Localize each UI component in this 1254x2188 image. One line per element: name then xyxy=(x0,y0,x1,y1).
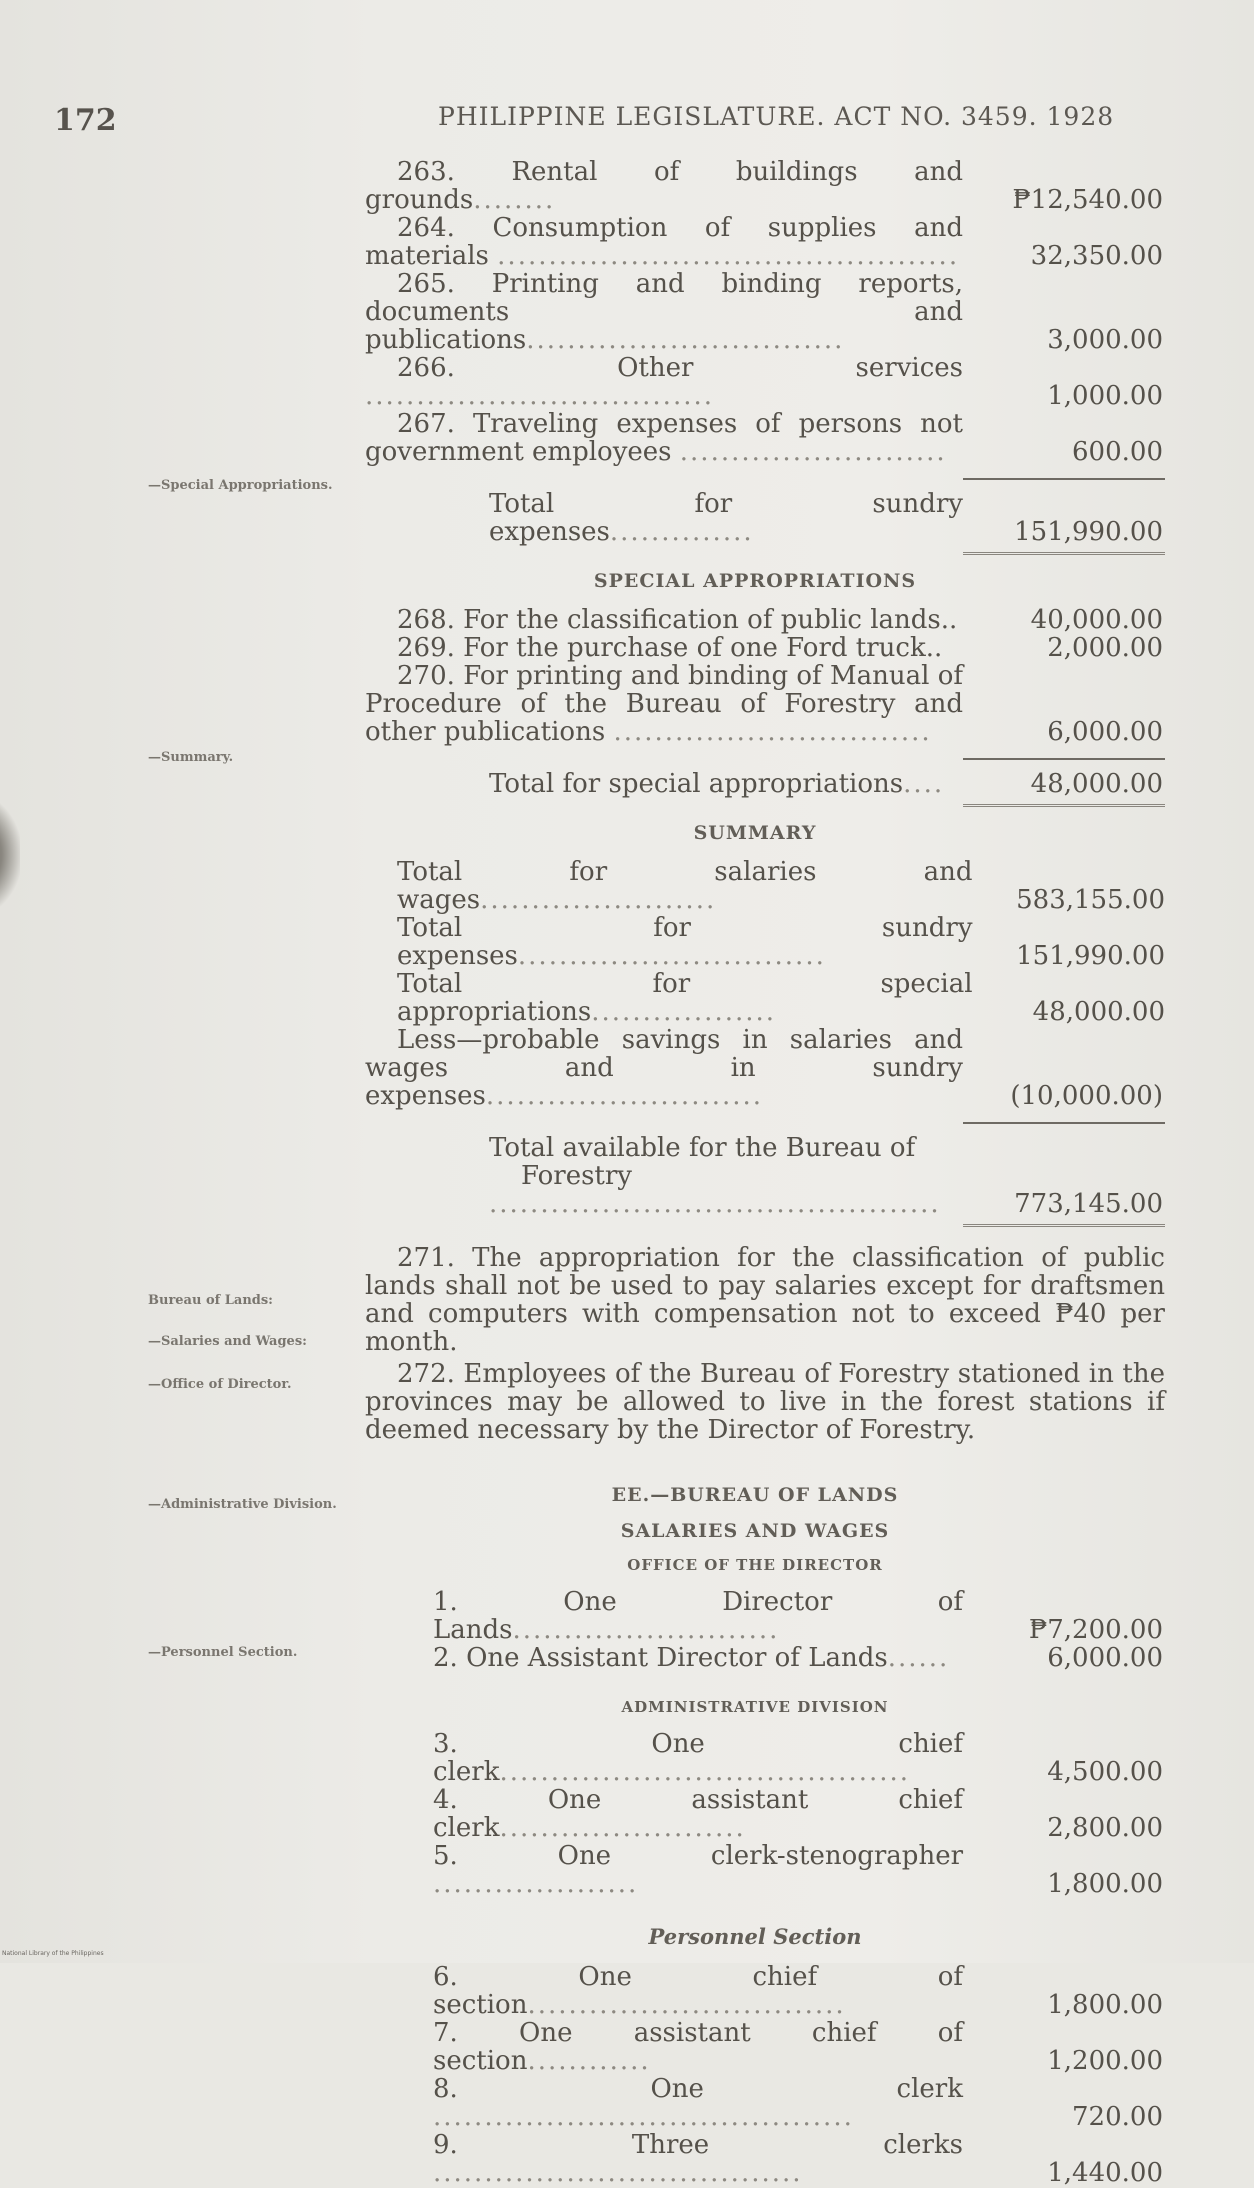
summary-list xyxy=(365,858,1165,1230)
item-amount: 151,990.00 xyxy=(1016,941,1165,971)
item-number: 8. xyxy=(433,2074,458,2104)
item-amount: 600.00 xyxy=(1072,437,1163,467)
list-item: 9. Three clerks .................................... 1,440.00 xyxy=(433,2130,1163,2188)
item-description: Printing and binding reports, documents and publications xyxy=(365,269,963,355)
item-description: Total for salaries and wages xyxy=(397,857,973,915)
item-amount: 40,000.00 xyxy=(1030,605,1163,635)
double-rule xyxy=(963,804,1165,810)
item-description: Three clerks xyxy=(631,2130,964,2160)
page-number: 172 xyxy=(54,103,117,138)
item-number: 6. xyxy=(433,1962,458,1992)
total-amount: 48,000.00 xyxy=(1030,769,1163,799)
section-heading-office-of-director: OFFICE OF THE DIRECTOR xyxy=(627,1556,883,1574)
page-content xyxy=(365,158,1165,2187)
list-item: 3. One chief clerk........................................ 4,500.00 xyxy=(433,1729,1163,1787)
item-description: For the purchase of one Ford truck.. xyxy=(463,633,943,663)
item-description: One assistant chief clerk xyxy=(433,1785,963,1843)
personnel-section-list xyxy=(365,1963,1165,2187)
double-rule xyxy=(963,1224,1165,1230)
item-amount: 32,350.00 xyxy=(1030,241,1163,271)
section-heading-summary: SUMMARY xyxy=(693,822,817,844)
total-label: Total for sundry expenses xyxy=(489,489,963,547)
list-item: 6. One chief of section............................... 1,800.00 xyxy=(433,1962,1163,2020)
item-amount: 2,000.00 xyxy=(1047,633,1163,663)
item-number: 269. xyxy=(397,633,455,663)
section-heading-special-appropriations: SPECIAL APPROPRIATIONS xyxy=(593,570,917,592)
list-item: 264. Consumption of supplies and materials ............................................. 32,350.00 xyxy=(365,213,1163,271)
item-description: Total for sundry expenses xyxy=(397,913,973,971)
total-rule xyxy=(963,1122,1165,1124)
list-item: 5. One clerk-stenographer .................... 1,800.00 xyxy=(433,1841,1163,1899)
item-description: For printing and binding of Manual of Procedure of the Bureau of Forestry and other publications xyxy=(365,661,964,747)
list-item: Less—probable savings in salaries and wages and in sundry expenses........................... (10,000.00) xyxy=(365,1025,1163,1111)
section-heading-salaries-and-wages: SALARIES AND WAGES xyxy=(620,1520,890,1542)
item-amount: 3,000.00 xyxy=(1047,325,1163,355)
item-amount: 720.00 xyxy=(1072,2102,1163,2132)
item-description: Traveling expenses of persons not government employees xyxy=(365,409,964,467)
list-item xyxy=(365,606,1165,634)
item-amount: 6,000.00 xyxy=(1047,1643,1163,1673)
item-description: Other services xyxy=(617,353,964,383)
paragraph-271: 271. The appropriation for the classification of public lands shall not be used to pay salaries except for draftsmen and computers with compensation not to exceed ₱40 per month. xyxy=(365,1243,1165,1357)
item-amount: 1,000.00 xyxy=(1047,381,1163,411)
item-number: 4. xyxy=(433,1785,458,1815)
item-description: One Director of Lands xyxy=(433,1587,963,1645)
item-number: 2. xyxy=(433,1643,458,1673)
paragraph-272: 272. Employees of the Bureau of Forestry stationed in the provinces may be allowed to live in the forest stations if deemed necessary by the Director of Forestry. xyxy=(365,1359,1165,1445)
total-amount: 151,990.00 xyxy=(1014,517,1163,547)
margin-note-summary: —Summary. xyxy=(148,750,234,765)
total-label-line-1: Total available for the Bureau of xyxy=(489,1133,916,1163)
list-item: Total for salaries and wages....................... 583,155.00 xyxy=(397,857,1165,915)
margin-note-personnel-section: —Personnel Section. xyxy=(148,1645,298,1660)
item-amount: (10,000.00) xyxy=(1010,1081,1163,1111)
item-amount: 2,800.00 xyxy=(1047,1813,1163,1843)
running-head: PHILIPPINE LEGISLATURE. ACT NO. 3459. 1928 xyxy=(438,102,1115,131)
total-rule xyxy=(963,478,1165,480)
special-total-row: Total for special appropriations.... 48,000.00 xyxy=(489,769,1163,799)
margin-note-administrative-division: —Administrative Division. xyxy=(148,1497,337,1512)
item-description: One chief of section xyxy=(433,1962,963,2020)
item-amount: 4,500.00 xyxy=(1047,1757,1163,1787)
item-description: For the classification of public lands.. xyxy=(463,605,958,635)
list-item: 7. One assistant chief of section............ 1,200.00 xyxy=(433,2018,1163,2076)
double-rule xyxy=(963,552,1165,558)
scan-credit: National Library of the Philippines xyxy=(2,1950,104,1957)
list-item: Total for special appropriations.................. 48,000.00 xyxy=(397,969,1165,1027)
item-number: 7. xyxy=(433,2018,458,2048)
item-amount: ₱12,540.00 xyxy=(1012,185,1163,215)
item-description: One clerk xyxy=(650,2074,963,2104)
margin-note-office-of-director: —Office of Director. xyxy=(148,1377,292,1392)
item-number: 266. xyxy=(397,353,455,383)
item-number: 264. xyxy=(397,213,455,243)
item-amount: ₱7,200.00 xyxy=(1028,1615,1163,1645)
section-heading-personnel-section: Personnel Section xyxy=(648,1924,862,1949)
sundry-total-row: Total for sundry expenses.............. 151,990.00 xyxy=(489,489,1163,547)
list-item: 2. One Assistant Director of Lands...... 6,000.00 xyxy=(433,1643,1163,1673)
item-number: 263. xyxy=(397,157,455,187)
list-item: 270. For printing and binding of Manual of Procedure of the Bureau of Forestry and other publications ............................... 6,000.00 xyxy=(365,661,1163,747)
item-description: Total for special appropriations xyxy=(397,969,973,1027)
item-description: One Assistant Director of Lands xyxy=(466,1643,888,1673)
item-description: One clerk-stenographer xyxy=(557,1841,964,1871)
margin-note-special-appropriations: —Special Appropriations. xyxy=(148,478,333,493)
sundry-expense-list xyxy=(365,158,1165,558)
total-label-line-2: Forestry xyxy=(521,1161,632,1191)
item-number: 270. xyxy=(397,661,455,691)
item-amount: 1,800.00 xyxy=(1047,1869,1163,1899)
margin-note-salaries-and-wages: —Salaries and Wages: xyxy=(148,1334,307,1349)
summary-total-row: Total available for the Bureau of Forestry ............................................ 773,145.00 xyxy=(489,1133,1163,1219)
item-amount: 6,000.00 xyxy=(1047,717,1163,747)
item-description: One assistant chief of section xyxy=(433,2018,964,2076)
item-amount: 583,155.00 xyxy=(1016,885,1165,915)
item-number: 9. xyxy=(433,2130,458,2160)
administrative-division-list xyxy=(365,1730,1165,1898)
margin-note-bureau-of-lands: Bureau of Lands: xyxy=(148,1293,273,1308)
item-number: 267. xyxy=(397,409,455,439)
item-amount: 1,200.00 xyxy=(1047,2046,1163,2076)
total-label: Total for special appropriations xyxy=(489,769,904,799)
office-of-director-list xyxy=(365,1588,1165,1672)
list-item: 4. One assistant chief clerk........................ 2,800.00 xyxy=(433,1785,1163,1843)
item-number: 3. xyxy=(433,1729,458,1759)
binding-shadow xyxy=(0,795,20,915)
item-description: Less—probable savings in salaries and wages and in sundry expenses xyxy=(365,1025,963,1111)
list-item: 266. Other services .................................. 1,000.00 xyxy=(365,353,1163,411)
item-description: Consumption of supplies and materials xyxy=(365,213,963,271)
list-item xyxy=(365,634,1165,662)
item-amount: 1,800.00 xyxy=(1047,1990,1163,2020)
total-amount: 773,145.00 xyxy=(1014,1189,1163,1219)
item-number: 1. xyxy=(433,1587,458,1617)
item-description: One chief clerk xyxy=(433,1729,964,1787)
list-item: Total for sundry expenses.............................. 151,990.00 xyxy=(397,913,1165,971)
item-number: 268. xyxy=(397,605,455,635)
total-rule xyxy=(963,758,1165,760)
item-number: 5. xyxy=(433,1841,458,1871)
item-amount: 48,000.00 xyxy=(1032,997,1165,1027)
special-appropriations-list xyxy=(365,606,1165,810)
item-description: Rental of buildings and grounds xyxy=(365,157,963,215)
section-heading-bureau-of-lands: EE.—BUREAU OF LANDS xyxy=(611,1484,899,1506)
list-item: 1. One Director of Lands.......................... ₱7,200.00 xyxy=(433,1587,1163,1645)
list-item: 267. Traveling expenses of persons not government employees .......................... 600.00 xyxy=(365,409,1163,467)
list-item: 263. Rental of buildings and grounds........ ₱12,540.00 xyxy=(365,157,1163,215)
list-item: 8. One clerk ......................................... 720.00 xyxy=(433,2074,1163,2132)
section-heading-administrative-division: ADMINISTRATIVE DIVISION xyxy=(621,1698,889,1716)
list-item: 265. Printing and binding reports, documents and publications............................... 3,000.00 xyxy=(365,269,1163,355)
item-amount: 1,440.00 xyxy=(1047,2158,1163,2188)
item-number: 265. xyxy=(397,269,455,299)
